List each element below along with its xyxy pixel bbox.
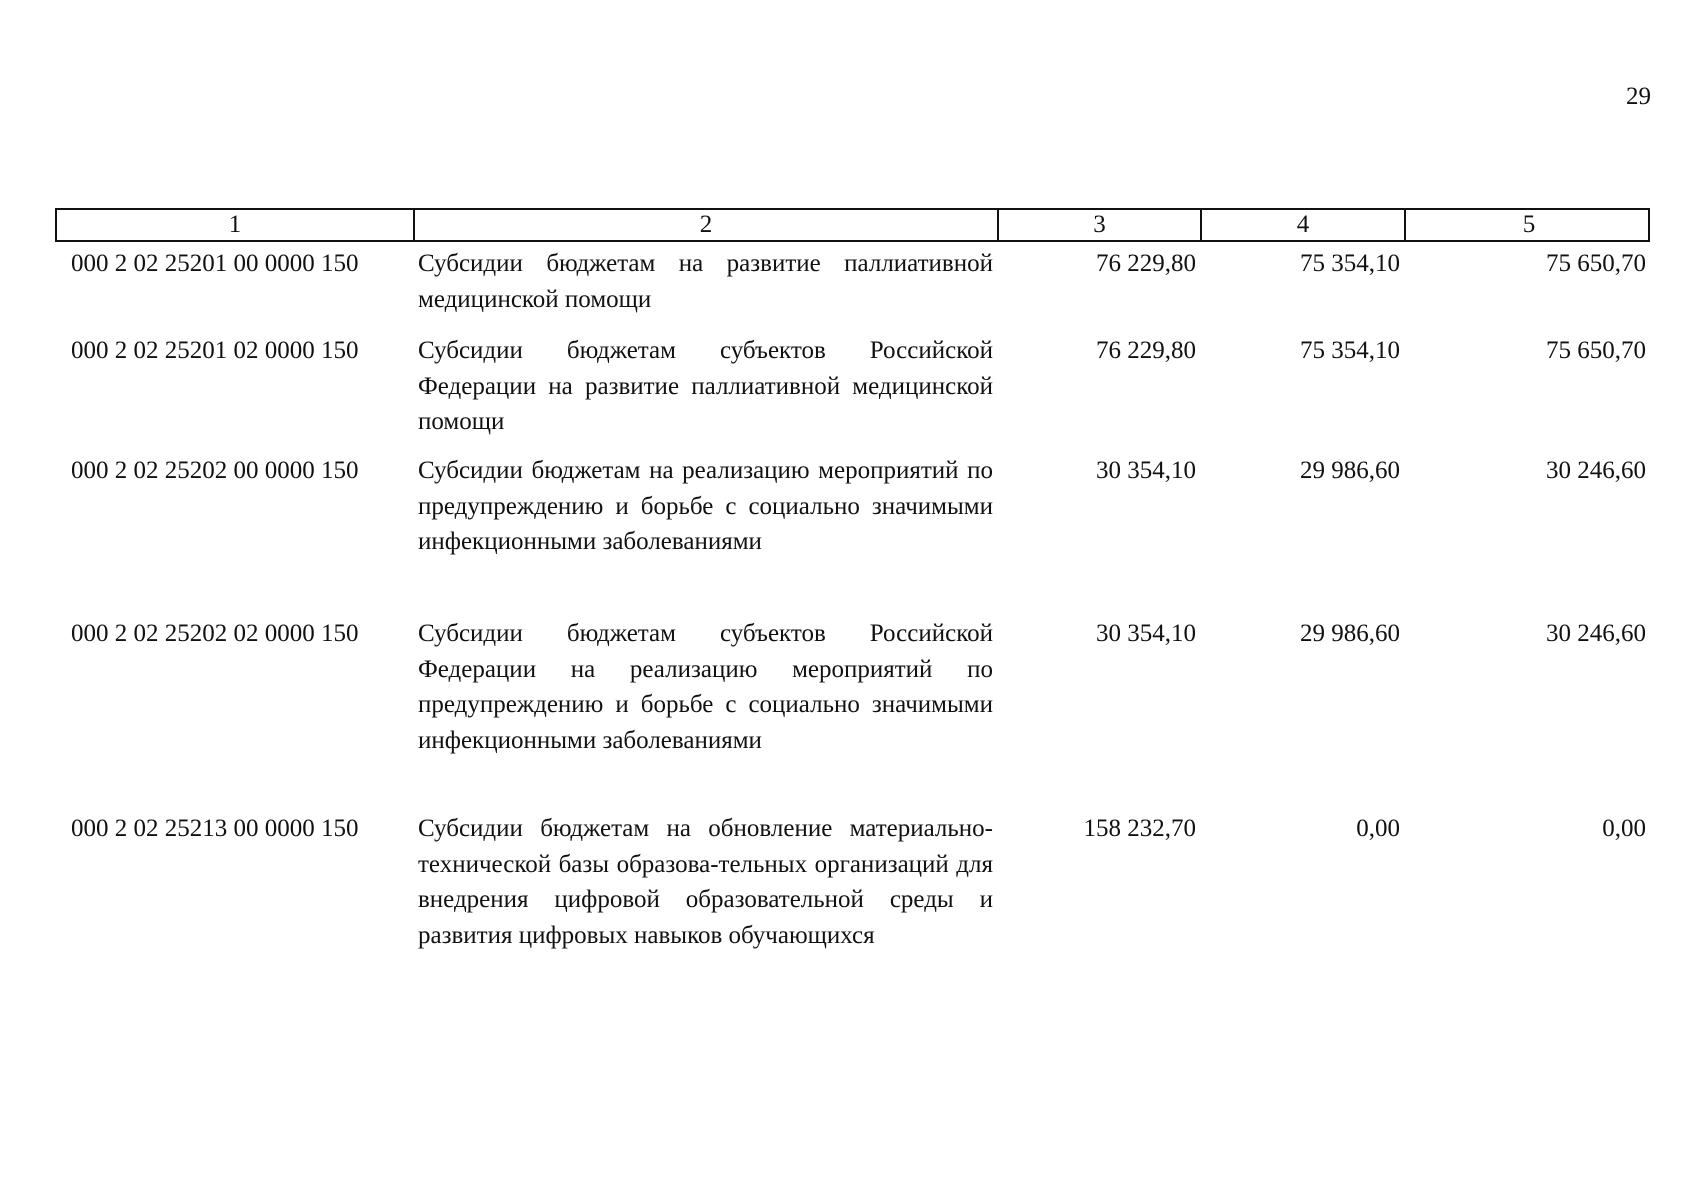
income-description: Субсидии бюджетам на обновление материально-технической базы образова-тельных организаций для внедрения цифровой образовательной среды и развития цифровых навыков обучающихся (418, 815, 993, 949)
amount-column-3: 30 354,10 (1096, 620, 1196, 647)
amount-column-3: 30 354,10 (1096, 457, 1196, 484)
column-number-2: 2 (415, 210, 999, 240)
amount-column-4: 29 986,60 (1300, 620, 1400, 647)
table-row (55, 453, 1650, 616)
amount-column-3: 158 232,70 (1083, 815, 1196, 842)
table-row (55, 246, 1650, 333)
amount-column-5: 75 650,70 (1546, 250, 1646, 277)
amount-column-5: 0,00 (1602, 815, 1646, 842)
table-row (55, 333, 1650, 453)
amount-column-4: 29 986,60 (1300, 457, 1400, 484)
budget-code: 000 2 02 25201 02 0000 150 (71, 337, 359, 364)
amount-column-3: 76 229,80 (1096, 337, 1196, 364)
page-number: 29 (1626, 83, 1651, 110)
amount-column-3: 76 229,80 (1096, 250, 1196, 277)
amount-column-5: 75 650,70 (1546, 337, 1646, 364)
amount-column-5: 30 246,60 (1546, 457, 1646, 484)
amount-column-4: 0,00 (1356, 815, 1400, 842)
column-number-1: 1 (57, 210, 415, 240)
column-number-5: 5 (1522, 211, 1536, 238)
column-number-4: 4 (1202, 210, 1406, 240)
table-row (55, 616, 1650, 811)
budget-code: 000 2 02 25201 00 0000 150 (71, 250, 359, 277)
budget-code: 000 2 02 25202 00 0000 150 (71, 457, 359, 484)
budget-code: 000 2 02 25202 02 0000 150 (71, 620, 359, 647)
income-description: Субсидии бюджетам субъектов Российской Федерации на развитие паллиативной медицинской помощи (418, 337, 993, 435)
income-description: Субсидии бюджетам на развитие паллиативной медицинской помощи (418, 250, 993, 313)
table-column-header (55, 208, 1650, 242)
amount-column-4: 75 354,10 (1300, 337, 1400, 364)
income-description: Субсидии бюджетам субъектов Российской Федерации на реализацию мероприятий по предупреждению и борьбе с социально значимыми инфекционными заболеваниями (418, 620, 993, 754)
income-description: Субсидии бюджетам на реализацию мероприятий по предупреждению и борьбе с социально значимыми инфекционными заболеваниями (418, 457, 993, 555)
column-number-3: 3 (999, 210, 1202, 240)
budget-code: 000 2 02 25213 00 0000 150 (71, 815, 359, 842)
table-row (55, 811, 1650, 1001)
amount-column-4: 75 354,10 (1300, 250, 1400, 277)
budget-table-body (55, 246, 1650, 1001)
amount-column-5: 30 246,60 (1546, 620, 1646, 647)
